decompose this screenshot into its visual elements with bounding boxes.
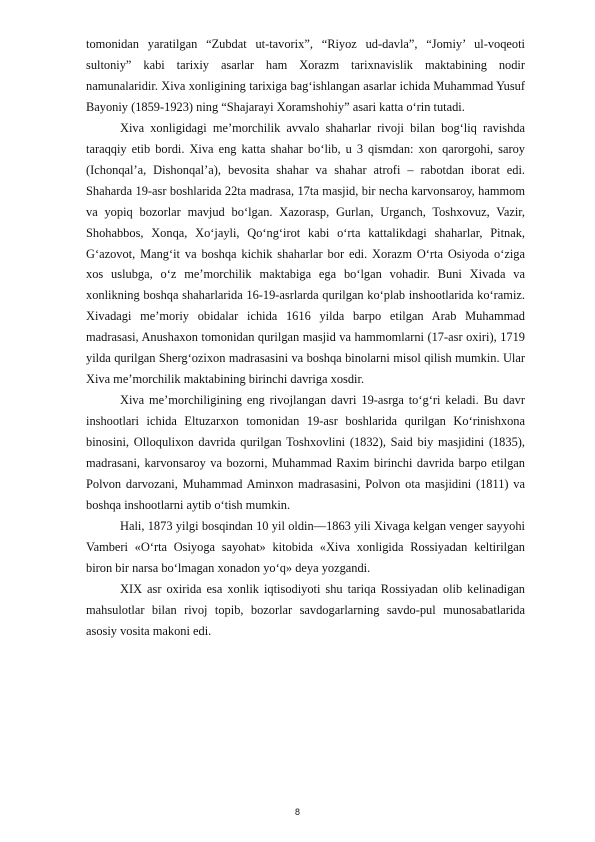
body-text <box>86 34 525 642</box>
page-number: 8 <box>294 808 301 818</box>
paragraph-2: Xiva xonligidagi me’morchilik avvalo shaharlar rivoji bilan bog‘liq ravishda taraqqiy etib bordi. Xiva eng katta shahar bo‘lib, u 3 qismdan: xon qarorgohi, saroy (Ichonqal’a, Dishonqal’a), bevosita shahar va shahar atrofi – rabotdan iborat edi. Shaharda 19-asr boshlarida 22ta madrasa, 17ta masjid, bir necha karvonsaroy, hammom va yopiq bozorlar mavjud bo‘lgan. Xazorasp, Gurlan, Urganch, Toshxovuz, Vazir, Shohabbos, Xonqa, Xo‘jayli, Qo‘ng‘irot kabi o‘rta kattalikdagi shaharlar, Pitnak, G‘azovot, Mang‘it va boshqa kichik shaharlar bor edi. Xorazm O‘rta Osiyoda o‘ziga xos uslubga, o‘z me’morchilik maktabiga ega bo‘lgan vohadir. Buni Xivada va xonlikning boshqa shaharlarida 16-19-asrlarda qurilgan ko‘plab inshootlarida ko‘ramiz. Xivadagi me’moriy obidalar ichida 1616 yilda barpo etilgan Arab Muhammad madrasasi, Anushaxon tomonidan qurilgan masjid va hammomlarni (17-asr oxiri), 1719 yilda qurilgan Sherg‘ozixon madrasasini va boshqa binolarni misol qilish mumkin. Ular Xiva me’morchilik maktabining birinchi davriga xosdir. <box>86 120 525 387</box>
paragraph-5: XIX asr oxirida esa xonlik iqtisodiyoti shu tariqa Rossiyadan olib kelinadigan mahsulotlar bilan rivoj topib, bozorlar savdogarlarning savdo-pul munosabatlarida asosiy vosita makoni edi. <box>86 581 525 638</box>
paragraph-3: Xiva me’morchiligining eng rivojlangan davri 19-asrga to‘g‘ri keladi. Bu davr inshootlari ichida Eltuzarxon tomonidan 19-asr boshlarida qurilgan Ko‘rinishxona binosini, Olloqulixon davrida qurilgan Toshxovlini (1832), Said biy masjidini (1835), madrasani, karvonsaroy va bozorni, Muhammad Raxim birinchi davrida barpo etilgan Polvon darvozani, Muhammad Aminxon madrasasini, Polvon ota masjidini (1811) va boshqa inshootlarni aytib o‘tish mumkin. <box>86 393 525 512</box>
paragraph-4: Hali, 1873 yilgi bosqindan 10 yil oldin—1863 yili Xivaga kelgan venger sayyohi Vamberi «O‘rta Osiyoga sayohat» kitobida «Xiva xonligida Rossiyadan keltirilgan biron bir narsa bo‘lmagan xonadon yo‘q» deya yozgandi. <box>86 518 525 575</box>
paragraph-1: tomonidan yaratilgan “Zubdat ut-tavorix”, “Riyoz ud-davla”, “Jomiy’ ul-voqeoti sultoniy” kabi tarixiy asarlar ham Xorazm tarixnavislik maktabining nodir namunalaridir. Xiva xonligining tarixiga bag‘ishlangan asarlar ichida Muhammad Yusuf Bayoniy (1859-1923) ning “Shajarayi Xoramshohiy” asari katta o‘rin tutadi. <box>86 37 525 114</box>
